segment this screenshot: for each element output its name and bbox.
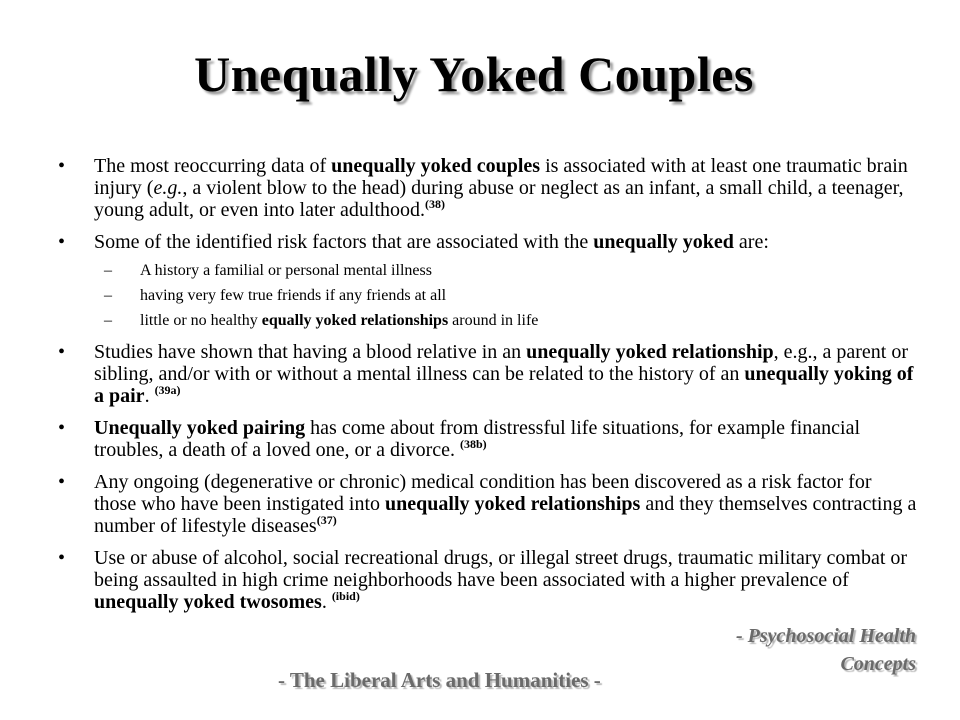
citation: (38) — [425, 197, 446, 211]
bullet-text: The most reoccurring data of — [94, 155, 332, 177]
bullet-text: and they themselves contracting a number of lifestyle diseases — [94, 493, 917, 537]
bullet-bold-text: unequally yoked twosomes — [94, 591, 322, 613]
bullet-text: has come about from distressful life situations, for example financial troubles, a death of a loved one, or a divorce. — [94, 417, 861, 461]
citation: (39a) — [154, 383, 181, 397]
sub-item: – having very few true friends if any friends at all — [58, 286, 918, 306]
citation: (38b) — [459, 437, 487, 451]
bullet-item — [58, 341, 918, 407]
citation: (ibid) — [331, 589, 360, 603]
sub-item-text: around in life — [448, 312, 539, 329]
footer-subtitle-line: - Psychosocial Health — [736, 625, 916, 647]
bullet-text: is associated with at least one traumatic brain injury ( — [94, 155, 908, 199]
sub-item-bold-text: equally yoked relationships — [261, 312, 449, 329]
bullet-bold-text: unequally yoked relationship — [526, 341, 774, 363]
bullet-bold-text: unequally yoked relationships — [385, 493, 641, 515]
bullet-text: Any ongoing (degenerative or chronic) medical condition has been discovered as a risk factor for those who have been instigated into — [94, 471, 872, 515]
bullet-text: Some of the identified risk factors that are associated with the — [94, 231, 594, 253]
slide-title: Unequally Yoked Couples — [194, 46, 754, 102]
bullet-text: Studies have shown that having a blood relative in an — [94, 341, 527, 363]
bullet-bold-text: unequally yoking of a pair — [94, 363, 914, 407]
sub-item: – A history a familial or personal mental illness — [58, 261, 918, 281]
citation: (37) — [316, 513, 337, 527]
footer-subtitle — [736, 622, 916, 678]
bullet-item — [58, 231, 918, 253]
footer-subtitle-line: Concepts — [840, 653, 916, 675]
sub-item-text: little or no healthy — [140, 312, 262, 329]
bullet-text: , a violent blow to the head) during abuse or neglect as an infant, a small child, a teenager, young adult, or even into later adulthood. — [94, 177, 904, 221]
bullet-item — [58, 547, 918, 613]
bullet-item — [58, 417, 918, 461]
sub-item — [58, 311, 918, 331]
bullet-list — [58, 155, 918, 623]
bullet-text: . — [321, 591, 332, 613]
bullet-text: , e.g., a parent or sibling, and/or with or without a mental illness can be related to the history of an — [94, 341, 909, 385]
bullet-bold-text: Unequally yoked pairing — [94, 417, 306, 439]
bullet-italic-text: e.g. — [153, 177, 183, 199]
bullet-bold-text: unequally yoked — [593, 231, 734, 253]
bullet-text: . — [144, 385, 155, 407]
bullet-bold-text: unequally yoked couples — [331, 155, 541, 177]
bullet-item — [58, 155, 918, 221]
bullet-item — [58, 471, 918, 537]
bullet-text: are: — [733, 231, 769, 253]
sub-list — [58, 261, 918, 331]
bullet-text: Use or abuse of alcohol, social recreational drugs, or illegal street drugs, traumatic military combat or being assaulted in high crime neighborhoods have been associated with a higher prevalence of — [94, 547, 908, 591]
footer-caption: - The Liberal Arts and Humanities - — [278, 668, 601, 692]
